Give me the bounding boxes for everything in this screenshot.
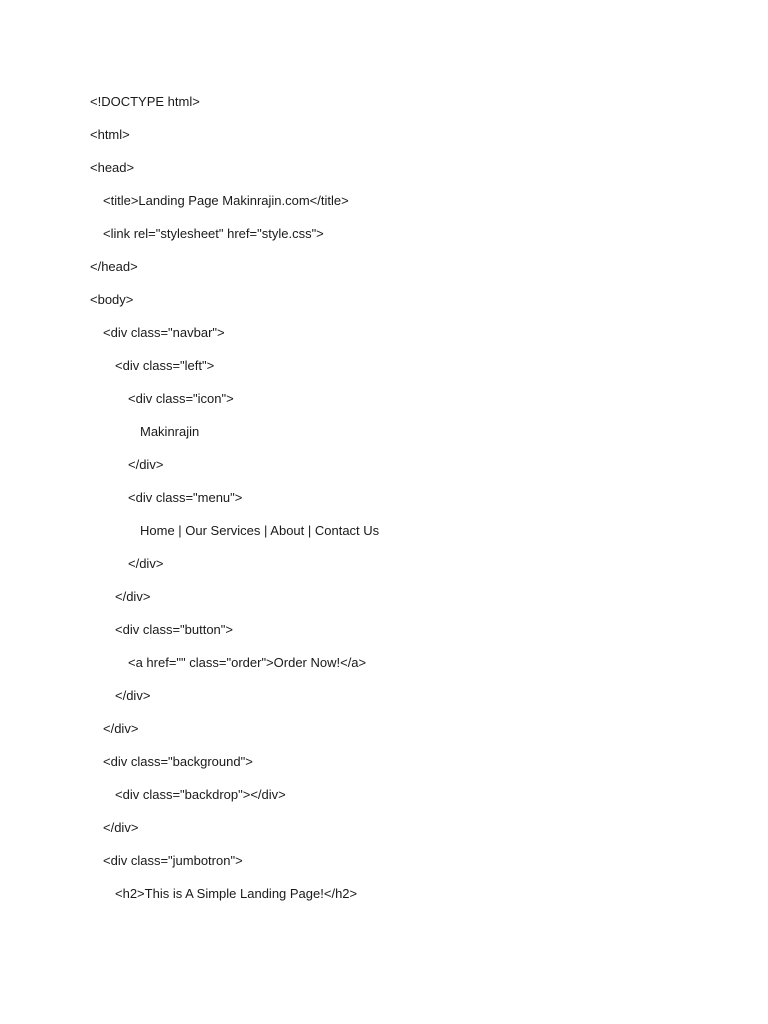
code-line: <div class="backdrop"></div> <box>115 787 286 802</box>
code-line: </div> <box>103 721 139 736</box>
code-line: Makinrajin <box>140 424 200 439</box>
code-line: <head> <box>90 160 135 175</box>
code-line: <title>Landing Page Makinrajin.com</title> <box>103 193 349 208</box>
code-line: </head> <box>90 259 138 274</box>
code-line: <div class="left"> <box>115 358 215 373</box>
code-line: <a href="" class="order">Order Now!</a> <box>128 655 367 670</box>
code-line: <h2>This is A Simple Landing Page!</h2> <box>115 886 358 901</box>
code-line: </div> <box>115 688 151 703</box>
code-line: <div class="navbar"> <box>103 325 225 340</box>
code-line: <div class="icon"> <box>128 391 234 406</box>
code-line: Home | Our Services | About | Contact Us <box>140 523 380 538</box>
code-line: <div class="button"> <box>115 622 233 637</box>
code-line: <!DOCTYPE html> <box>90 94 200 109</box>
code-line: </div> <box>115 589 151 604</box>
code-line: <body> <box>90 292 134 307</box>
code-line: <div class="menu"> <box>128 490 243 505</box>
code-line: </div> <box>128 457 164 472</box>
code-line: <link rel="stylesheet" href="style.css"> <box>103 226 324 241</box>
code-line: </div> <box>128 556 164 571</box>
code-line: <div class="background"> <box>103 754 253 769</box>
code-line: </div> <box>103 820 139 835</box>
code-line: <div class="jumbotron"> <box>103 853 243 868</box>
code-line: <html> <box>90 127 130 142</box>
